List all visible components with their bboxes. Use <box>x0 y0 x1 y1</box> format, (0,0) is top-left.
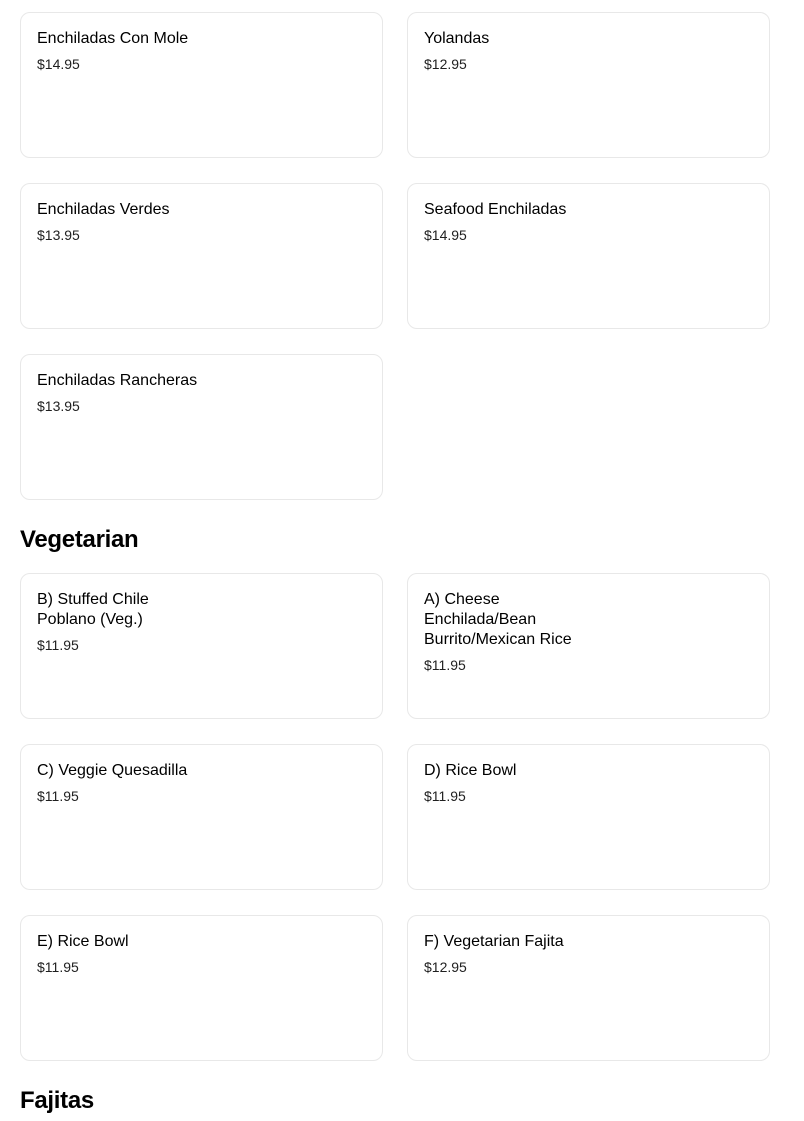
menu-item-card[interactable] <box>407 744 770 890</box>
menu-item-card[interactable] <box>20 183 383 329</box>
menu-item-name: Seafood Enchiladas <box>424 201 567 218</box>
menu-item-name: A) Cheese Enchilada/Bean Burrito/Mexican Rice <box>424 591 572 648</box>
menu-item-price: $11.95 <box>37 788 79 804</box>
section-heading-fajitas: Fajitas <box>20 1087 94 1114</box>
menu-item-name: C) Veggie Quesadilla <box>37 762 188 779</box>
section-heading-vegetarian: Vegetarian <box>20 526 139 553</box>
menu-item-price: $12.95 <box>424 56 467 72</box>
menu-item-name: Enchiladas Rancheras <box>37 372 198 389</box>
menu-item-price: $13.95 <box>37 398 80 414</box>
menu-item-name: F) Vegetarian Fajita <box>424 933 564 950</box>
menu-item-price: $14.95 <box>424 227 467 243</box>
menu-item-card[interactable] <box>407 183 770 329</box>
enchiladas-grid <box>20 12 770 500</box>
menu-item-card[interactable] <box>407 915 770 1061</box>
menu-item-card[interactable] <box>20 915 383 1061</box>
menu-item-price: $13.95 <box>37 227 80 243</box>
menu-item-price: $11.95 <box>424 657 466 673</box>
menu-item-card[interactable] <box>20 12 383 158</box>
menu-item-card[interactable] <box>20 354 383 500</box>
menu-item-price: $12.95 <box>424 959 467 975</box>
menu-item-card[interactable] <box>20 573 383 719</box>
menu-item-name: Enchiladas Con Mole <box>37 30 189 47</box>
menu-item-name: E) Rice Bowl <box>37 933 129 950</box>
menu-item-name: B) Stuffed Chile Poblano (Veg.) <box>37 591 149 628</box>
menu-item-name: Yolandas <box>424 30 490 47</box>
menu-item-price: $11.95 <box>37 637 79 653</box>
menu-item-card[interactable] <box>20 744 383 890</box>
menu-item-name: D) Rice Bowl <box>424 762 517 779</box>
menu-item-price: $11.95 <box>424 788 466 804</box>
vegetarian-grid <box>20 573 770 1061</box>
menu-item-card[interactable] <box>407 12 770 158</box>
menu-item-price: $11.95 <box>37 959 79 975</box>
menu-item-name: Enchiladas Verdes <box>37 201 170 218</box>
menu-item-card[interactable] <box>407 573 770 719</box>
menu-item-price: $14.95 <box>37 56 80 72</box>
